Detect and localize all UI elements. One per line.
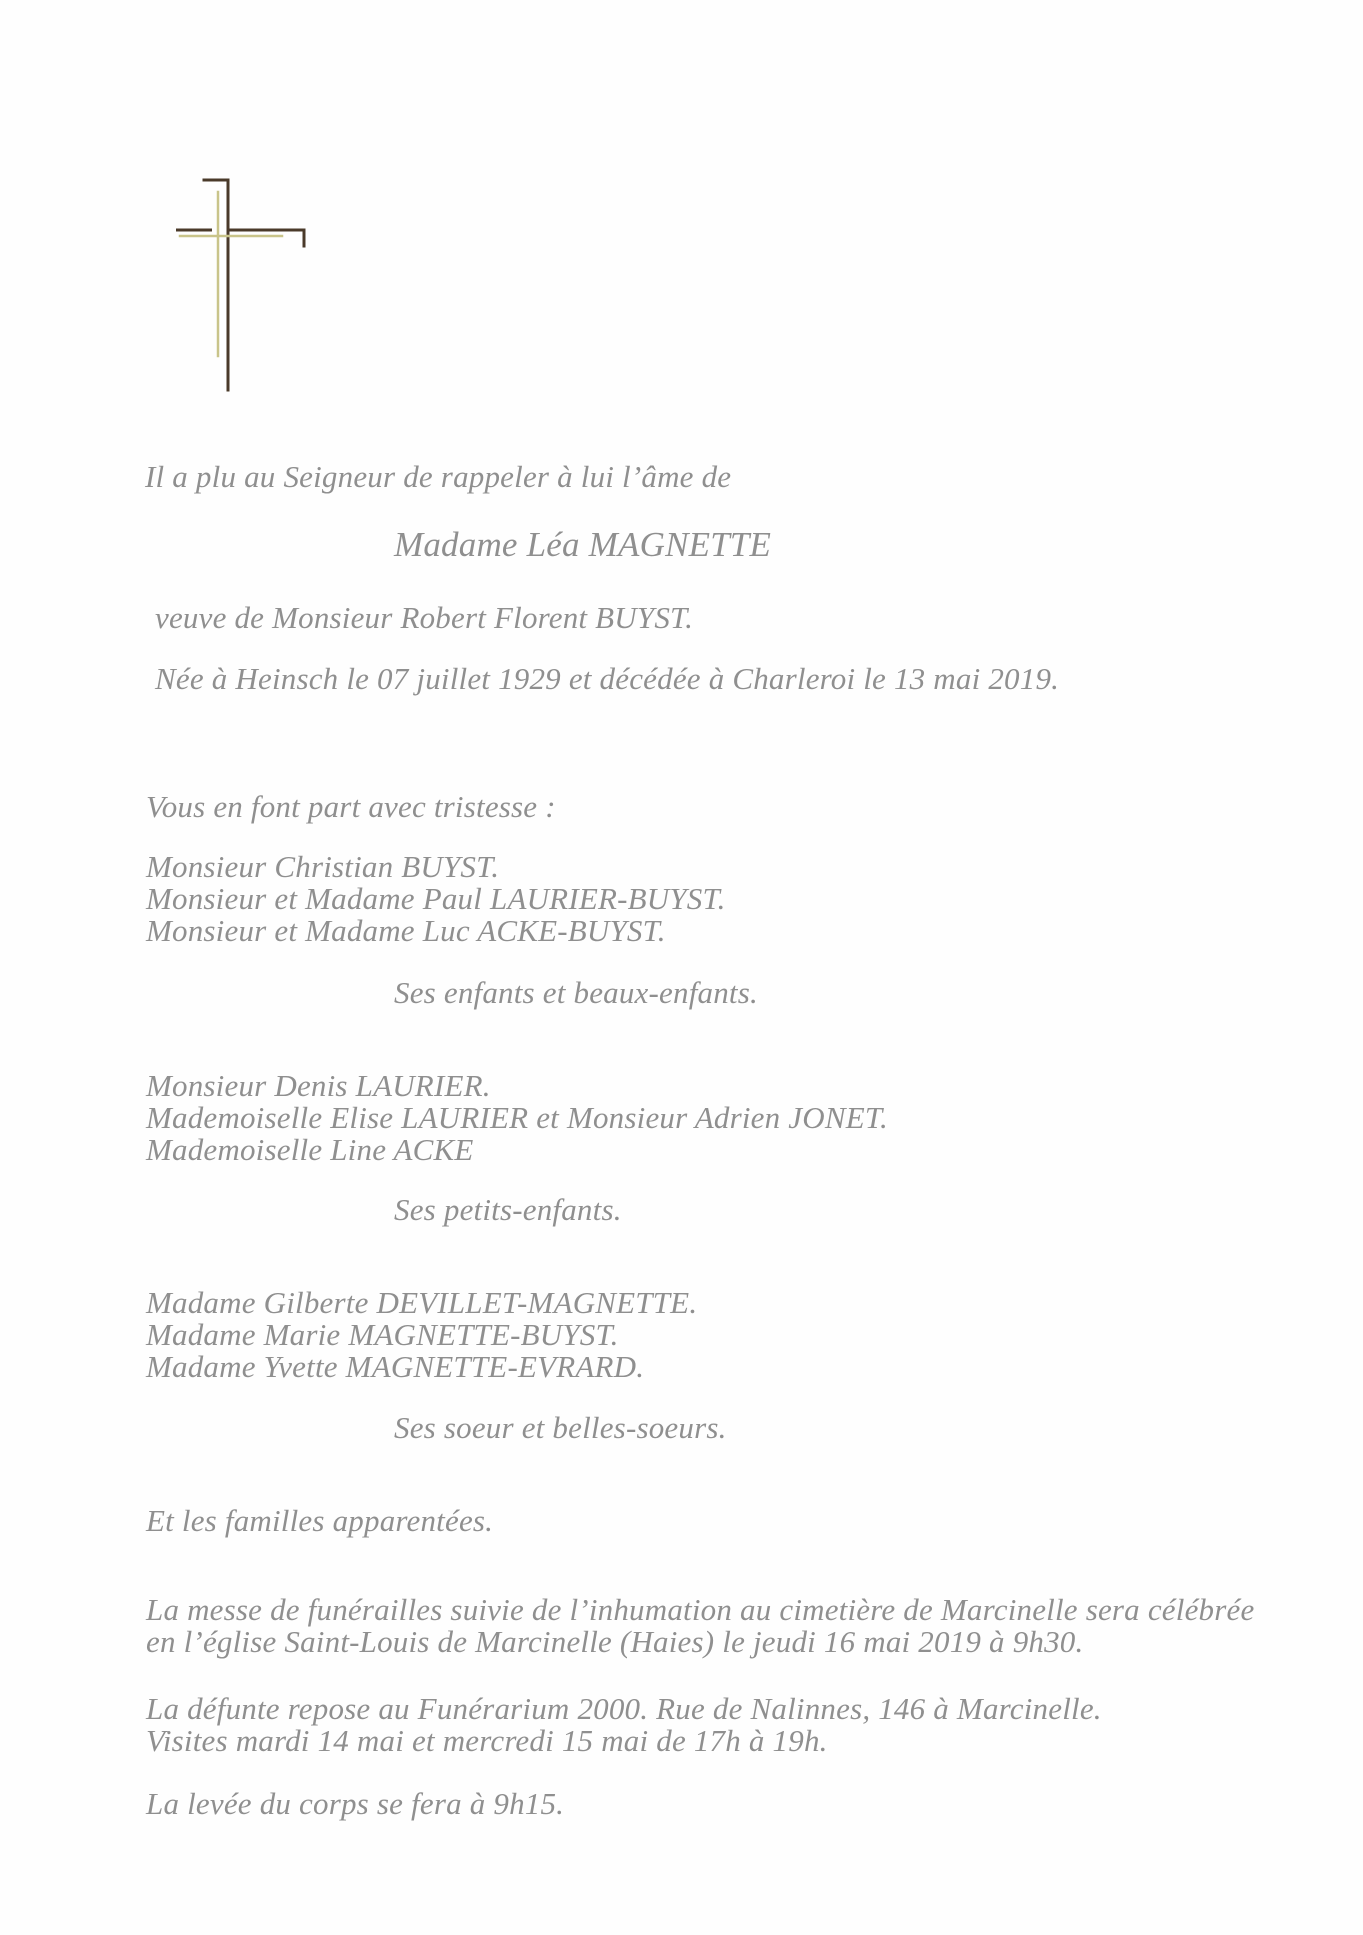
levee-text: La levée du corps se fera à 9h15.	[146, 1786, 565, 1821]
list-item: Monsieur Christian BUYST.	[146, 849, 500, 884]
sisters-list	[146, 1287, 697, 1383]
children-label: Ses enfants et beaux-enfants.	[394, 975, 758, 1010]
children-list	[146, 851, 726, 947]
list-item: Monsieur et Madame Luc ACKE-BUYST.	[146, 913, 666, 948]
list-item: Monsieur Denis LAURIER.	[146, 1068, 491, 1103]
list-item: Madame Yvette MAGNETTE-EVRARD.	[146, 1349, 645, 1384]
rest-info	[146, 1693, 1102, 1757]
families-text: Et les familles apparentées.	[146, 1503, 494, 1538]
list-item: Madame Marie MAGNETTE-BUYST.	[146, 1317, 619, 1352]
list-item: Mademoiselle Elise LAURIER et Monsieur Adrien JONET.	[146, 1100, 888, 1135]
mass-info	[146, 1594, 1254, 1658]
mass-line: en l’église Saint-Louis de Marcinelle (Haies) le jeudi 16 mai 2019 à 9h30.	[146, 1624, 1084, 1659]
list-item: Monsieur et Madame Paul LAURIER-BUYST.	[146, 881, 726, 916]
cross-icon	[172, 178, 312, 393]
grandchildren-label: Ses petits-enfants.	[394, 1192, 622, 1227]
widow-of-text: veuve de Monsieur Robert Florent BUYST.	[155, 600, 694, 635]
intro-text: Il a plu au Seigneur de rappeler à lui l’âme de	[145, 459, 732, 494]
list-item: Madame Gilberte DEVILLET-MAGNETTE.	[146, 1285, 698, 1320]
rest-line: La défunte repose au Funérarium 2000. Rue de Nalinnes, 146 à Marcinelle.	[146, 1691, 1102, 1726]
sisters-label: Ses soeur et belles-soeurs.	[394, 1410, 727, 1445]
list-item: Mademoiselle Line ACKE	[146, 1132, 474, 1167]
mass-line: La messe de funérailles suivie de l’inhumation au cimetière de Marcinelle sera célébrée	[146, 1592, 1255, 1627]
announce-text: Vous en font part avec tristesse :	[146, 789, 556, 824]
grandchildren-list	[146, 1070, 888, 1166]
deceased-name: Madame Léa MAGNETTE	[394, 525, 772, 564]
rest-line: Visites mardi 14 mai et mercredi 15 mai de 17h à 19h.	[146, 1723, 828, 1758]
birth-death-text: Née à Heinsch le 07 juillet 1929 et décédée à Charleroi le 13 mai 2019.	[155, 661, 1060, 696]
